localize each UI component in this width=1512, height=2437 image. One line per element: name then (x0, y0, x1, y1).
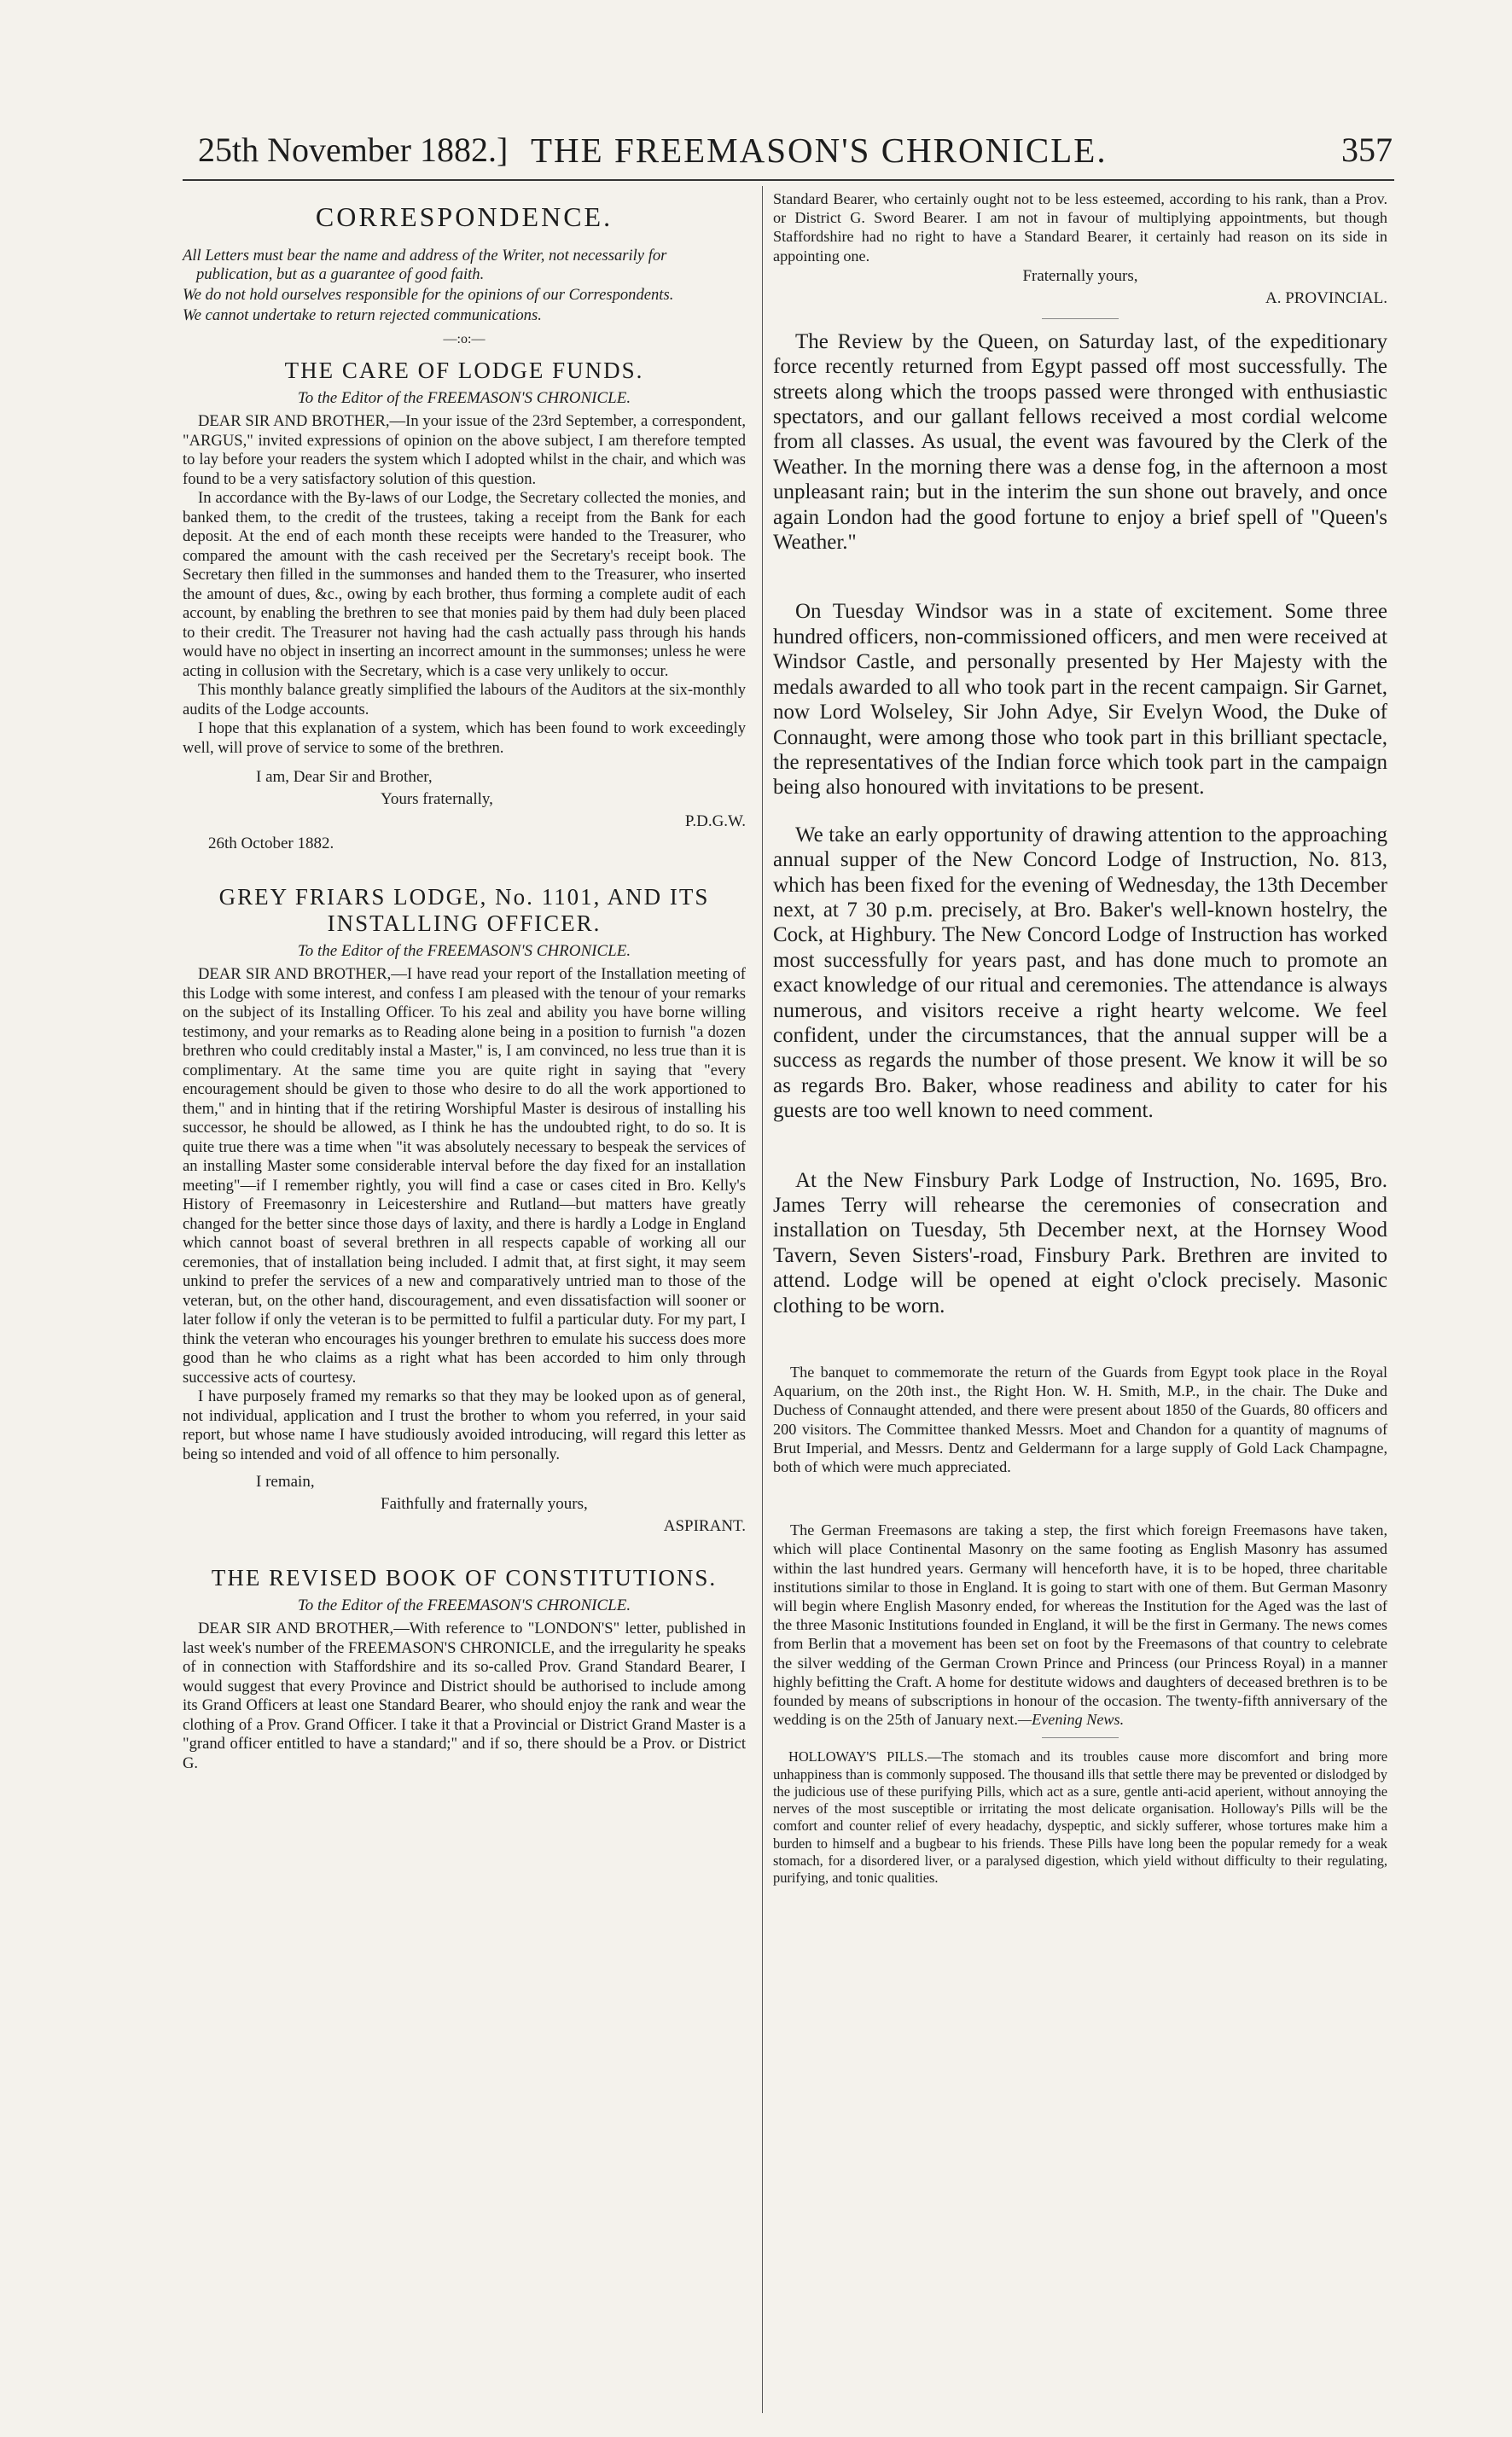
letter-closing: Fraternally yours, (1022, 266, 1138, 285)
german-freemasons-text: The German Freemasons are taking a step, the first which foreign Freemasons have taken, which will place Continental Masonry on the same footing as English Masonry has assumed within the last hundred years. Germany will henceforth have, it is to be hoped, three charitable institutions similar to those in England. It is going to start with one of them. But German Masonry will begin where English Masonry ended, for whereas the Institution for the Aged was the last of the three Masonic Institutions founded in England, it will be the first in Germany. The news comes from Berlin that a movement has been set on foot by the Freemasons of that country to celebrate the silver wedding of the German Crown Prince and Princess (our Princess Royal) in a manner highly befitting the Craft. A home for destitute widows and daughters of deceased brethren is to be founded by means of subscriptions in honour of the occasion. The twenty-fifth anniversary of the wedding is on the 25th of January next. (773, 1521, 1387, 1729)
german-freemasons-paragraph (773, 1521, 1387, 1729)
to-editor-line: To the Editor of the FREEMASON'S CHRONICLE. (297, 389, 631, 407)
letter-yours: Yours fraternally, (381, 790, 493, 808)
letter-paragraph: This monthly balance greatly simplified the labours of the Auditors at the six-monthly audits of the Lodge accounts. (183, 681, 746, 718)
letter-closing: I am, Dear Sir and Brother, (256, 768, 433, 786)
letter-signature: P.D.G.W. (684, 812, 746, 830)
continued-letter: Standard Bearer, who certainly ought not to be less esteemed, according to his rank, than a Prov. or District G. Sword Bearer. I am not in favour of multiplying appointments, but though Staffordshire had no right to have a Standard Bearer, it certainly had reason on its side in appointing one. (773, 190, 1387, 265)
to-editor-line: To the Editor of the FREEMASON'S CHRONICLE. (297, 1597, 631, 1614)
letter-date: 26th October 1882. (208, 835, 334, 852)
letter-paragraph: In accordance with the By-laws of our Lodge, the Secretary collected the monies, and banked them, to the credit of the trustees, taking a receipt from the Bank for each deposit. At the end of each month these receipts were handed to the Treasurer, who compared the amount with the cash received per the Secretary's receipt book. The Secretary then filled in the summonses and handed them to the Treasurer, who inserted the amount of dues, &c., owing by each brother, thus forming a complete audit of each account, by enabling the brethren to see that monies paid by them had duly been placed to their credit. The Treasurer not having had the cash actually pass through his hands would have no object in inserting an incorrect amount in the summonses; unless he were acting in collusion with the Secretary, which is a case very unlikely to occur. (183, 489, 746, 680)
newspaper-title: THE FREEMASON'S CHRONICLE. (531, 131, 1108, 170)
letter-paragraph: I have purposely framed my remarks so that they may be looked upon as of general, not individual, application and I trust the brother to whom you referred, in your said report, but whose name I have studiously avoided introducing, will regard this letter as being so intended and void of all offence to him personally. (183, 1387, 746, 1463)
separator-rule (1042, 1737, 1119, 1738)
letter-paragraph: DEAR SIR AND BROTHER,—I have read your report of the Installation meeting of this Lodge with some interest, and confess I am pleased with the tenour of your remarks on the subject of its Installing Officer. To his zeal and ability you have borne willing testimony, and your remarks as to Reading alone being in a position to furnish "a dozen brethren who could creditably instal a Master," is, I am convinced, no less true than it is complimentary. At the same time you are quite right in saying that "every encouragement should be given to those who desire to do all the work apportioned to them," and in hinting that if the retiring Worshipful Master is desirous of installing his successor, he should be allowed, as I think he has the undoubted right, to do so. It is quite true there was a time when "it was absolutely necessary to bespeak the services of an installing Master some considerable interval before the day fixed for an installation meeting"—if I remember rightly, you will find a case or cases cited in Bro. Kelly's History of Freemasonry in Leicestershire and Rutland—but matters have greatly changed for the better since those days of laxity, and there is hardly a Lodge in England which cannot boast of several brethren in all respects capable of working all our ceremonies, that of installation being included. I admit that, at first sight, it may seem unkind to prefer the services of a new and comparatively untried man to those of the veteran, but, on the other hand, discouragement, and even dissatisfaction will sooner or later follow if only the veteran is to be permitted to fulfil a particular duty. For my part, I think the veteran who encourages his younger brethren to emulate his success does more good than he who claims as a right what has been accorded to him only through successive acts of courtesy. (183, 965, 746, 1387)
masthead (198, 126, 1393, 177)
right-column (773, 189, 1387, 1887)
editorial-note: All Letters must bear the name and address of the Writer, not necessarily for publication, but as a guarantee of good faith. (183, 247, 667, 283)
correspondence-heading: CORRESPONDENCE. (315, 201, 614, 232)
editorial-note: We do not hold ourselves responsible for the opinions of our Correspondents. (183, 286, 674, 304)
separator-rule (1042, 318, 1119, 319)
advertisement-paragraph: HOLLOWAY'S PILLS.—The stomach and its troubles cause more discomfort and bring more unhappiness than is commonly supposed. The thousand ills that settle there may be prevented or dislodged by the judicious use of these purifying Pills, which act as a sure, gentle anti-acid aperient, without annoying the nerves of the most susceptible or irritating the most delicate organisation. Holloway's Pills will be the comfort and counter relief of every headachy, dyspeptic, and sickly sufferer, whose tortures make him a burden to himself and a bugbear to his friends. These Pills have long been the popular remedy for a weak stomach, for a disordered liver, or a paralysed digestion, which yield without difficulty to their regulating, purifying, and tonic qualities. (773, 1748, 1387, 1886)
news-paragraph: The Review by the Queen, on Saturday last, of the expeditionary force recently returned from Egypt passed off most successfully. The streets along which the troops passed were thronged with enthusiastic spectators, and our gallant fellows received a most cordial welcome from all classes. As usual, the event was favoured by the Clerk of the Weather. In the morning there was a dense fog, in the afternoon a most unpleasant rain; but in the interim the sun shone out bravely, and once again London had the good fortune to enjoy a brief spell of "Queen's Weather." (773, 329, 1387, 555)
letter-paragraph: I hope that this explanation of a system, which has been found to work exceedingly well, will prove of service to some of the brethren. (183, 719, 746, 757)
page-number: 357 (1341, 131, 1393, 169)
letter-signature: A. PROVINCIAL. (1265, 288, 1387, 307)
letter-signature: ASPIRANT. (663, 1517, 746, 1535)
letter-yours: Faithfully and fraternally yours, (381, 1495, 588, 1513)
news-source: —Evening News. (1017, 1711, 1125, 1729)
banquet-paragraph: The banquet to commemorate the return of the Guards from Egypt took place in the Royal Aquarium, on the 20th inst., the Right Hon. W. H. Smith, M.P., in the chair. The Duke and Duchess of Connaught attended, and there were present about 1850 of the Guards, 80 officers and 200 visitors. The Committee thanked Messrs. Moet and Chandon for a quantity of magnums of Brut Imperial, and Messrs. Dentz and Geldermann for a large supply of Gold Lack Champagne, both of which were much appreciated. (773, 1364, 1387, 1476)
grey-friars-heading: GREY FRIARS LODGE, No. 1101, AND ITS INSTALLING OFFICER. (218, 884, 710, 936)
left-column (183, 189, 746, 1773)
letter-paragraph: DEAR SIR AND BROTHER,—With reference to "LONDON'S" letter, published in last week's number of the FREEMASON'S CHRONICLE, and the irregularity he speaks of in connection with Staffordshire and its so-called Prov. Grand Standard Bearer, I would suggest that every Province and District should be authorised to include among its Grand Officers at least one Standard Bearer, who should enjoy the rank and wear the clothing of a Prov. Grand Officer. I take it that a Provincial or District Grand Master is a "grand officer entitled to have a standard;" and if so, there should be a Prov. or District G. (183, 1620, 746, 1772)
letter-paragraph: DEAR SIR AND BROTHER,—In your issue of the 23rd September, a correspondent, "ARGUS," invited expressions of opinion on the above subject, I am therefore tempted to lay before your readers the system which I adopted whilst in the chair, and which was found to be a very satisfactory solution of this question. (183, 412, 746, 488)
care-heading: THE CARE OF LODGE FUNDS. (284, 358, 644, 383)
separator: —:o:— (443, 332, 486, 346)
revised-book-heading: THE REVISED BOOK OF CONSTITUTIONS. (211, 1565, 718, 1591)
masthead-rule (183, 179, 1394, 181)
letter-closing: I remain, (256, 1473, 315, 1491)
to-editor-line: To the Editor of the FREEMASON'S CHRONICLE. (297, 942, 631, 960)
column-divider (762, 186, 763, 2413)
news-paragraph: At the New Finsbury Park Lodge of Instruction, No. 1695, Bro. James Terry will rehearse the ceremonies of consecration and installation on Tuesday, 5th December next, at the Hornsey Wood Tavern, Seven Sisters'-road, Finsbury Park. Brethren are invited to attend. Lodge will be opened at eight o'clock precisely. Masonic clothing to be worn. (773, 1168, 1387, 1317)
news-paragraph: On Tuesday Windsor was in a state of excitement. Some three hundred officers, non-commissioned officers, and men were received at Windsor Castle, and personally presented by Her Majesty with the medals awarded to all who took part in the recent campaign. Sir Garnet, now Lord Wolseley, Sir John Adye, Sir Evelyn Wood, the Duke of Connaught, were among those who took part in this brilliant spectacle, the representatives of the Indian force which took part in the campaign being also honoured with invitations to be present. (773, 600, 1387, 800)
editorial-note: We cannot undertake to return rejected communications. (183, 306, 542, 324)
issue-date: 25th November 1882.] (198, 131, 509, 169)
news-paragraph: We take an early opportunity of drawing attention to the approaching annual supper of the New Concord Lodge of Instruction, No. 813, which has been fixed for the evening of Wednesday, the 13th December next, at 7 30 p.m. precisely, at Bro. Baker's well-known hostelry, the Cock, at Highbury. The New Concord Lodge of Instruction has worked most successfully for years past, and has done much to promote an exact knowledge of our ritual and ceremonies. The attendance is always numerous, and visitors receive a right hearty welcome. We feel confident, under the circumstances, that the annual supper will be a success as regards the number of those present. We know it will be so as regards Bro. Baker, whose readiness and ability to cater for his guests are too well known to need comment. (773, 823, 1387, 1123)
